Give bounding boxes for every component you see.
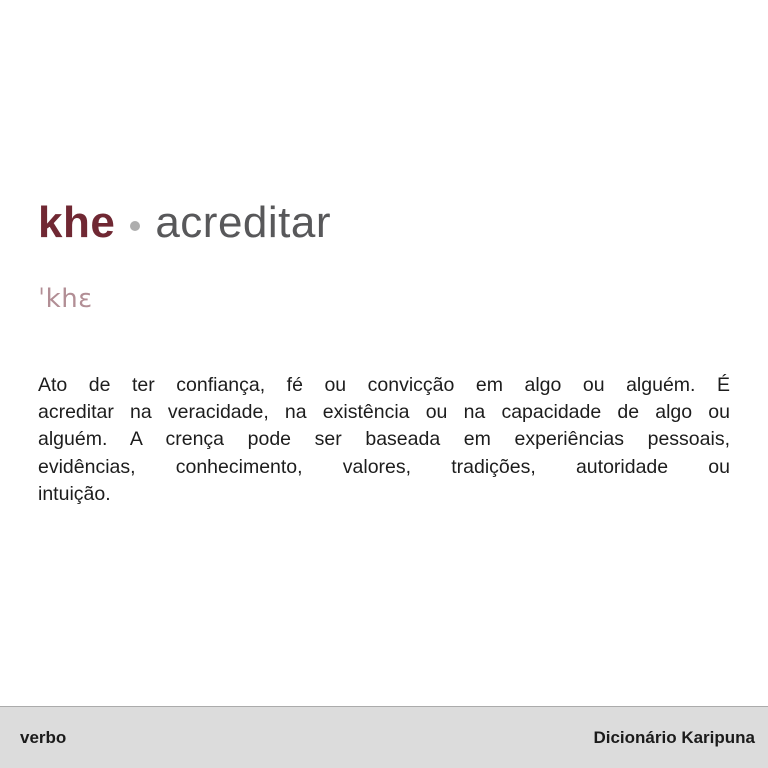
definition-line: alguém. A crença pode ser baseada em experiências pessoais, <box>38 428 730 451</box>
definition-line: evidências, conhecimento, valores, tradições, autoridade ou <box>38 455 730 478</box>
part-of-speech-label: verbo <box>20 727 67 747</box>
definition-line: Ato de ter confiança, fé ou convicção em algo ou alguém. É <box>38 374 730 396</box>
translation: acreditar <box>155 198 332 247</box>
definition-line: acreditar na veracidade, na existência ou na capacidade de algo ou <box>38 401 730 424</box>
headword: khe <box>38 198 116 247</box>
phonetic-transcription: ˈkhɛ <box>38 284 93 314</box>
dictionary-source-label: Dicionário Karipuna <box>593 727 755 747</box>
footer-bar <box>0 706 768 768</box>
entry-header <box>38 198 730 248</box>
definition-paragraph <box>38 372 730 508</box>
definition-line: intuição. <box>38 482 111 505</box>
dot-separator-icon <box>130 221 140 231</box>
